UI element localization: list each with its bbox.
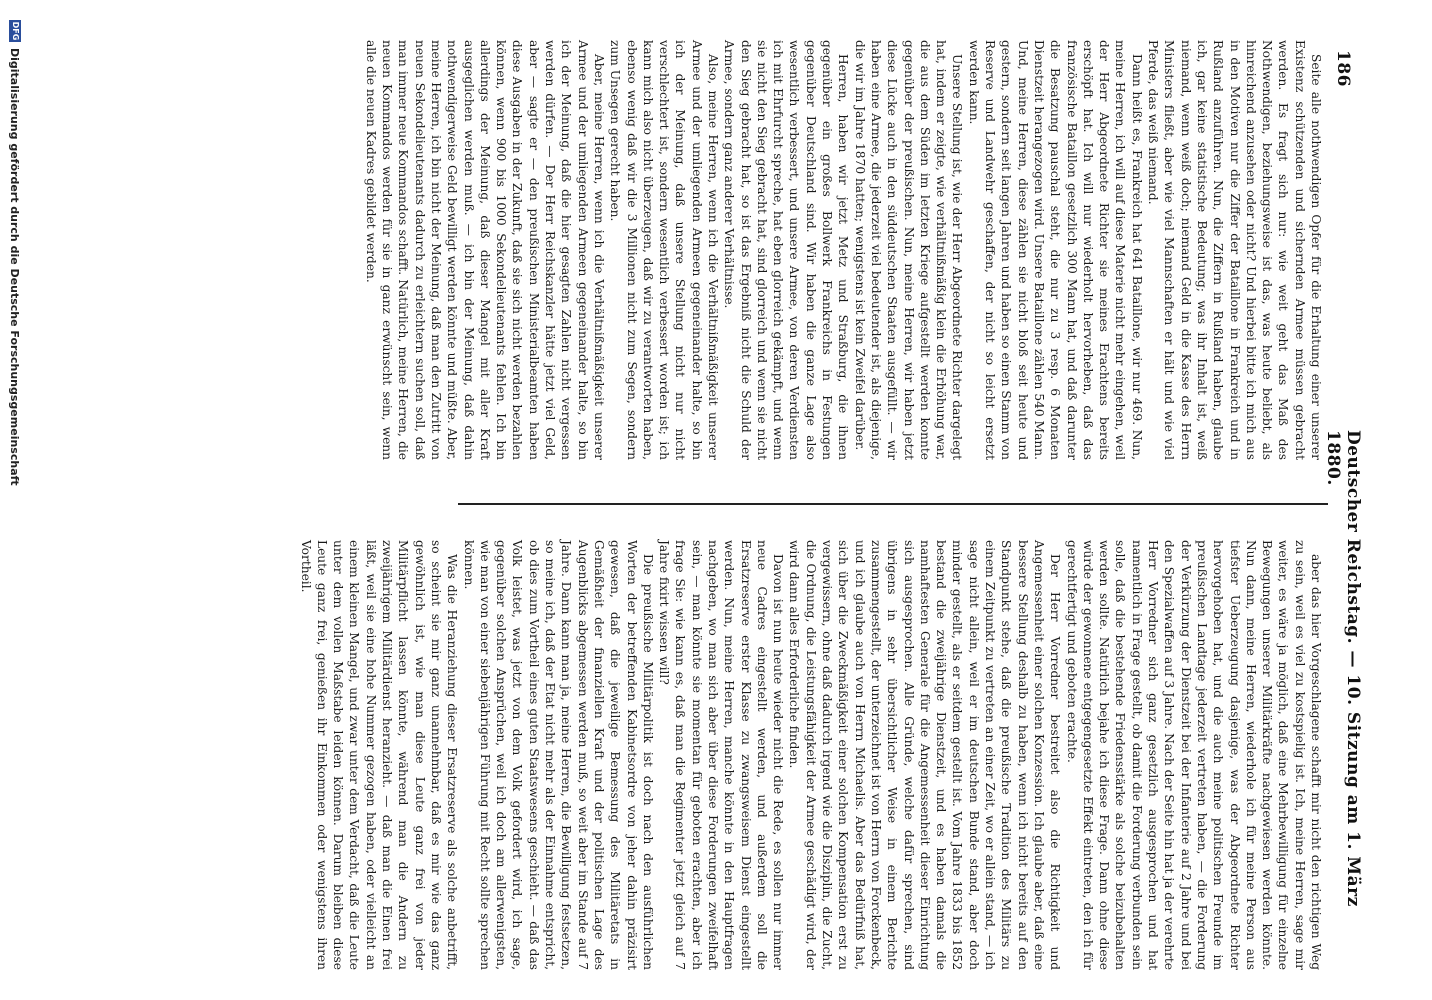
paragraph: Der Herr Vorredner bestreitet also die Richtigkeit und Angemessenheit einer solchen Konzession. Ich glaube aber, daß eine bessere Stellung deshalb zu haben, wenn ich nicht bereits auf den Standpunkt stehe, daß die preußische Tradition des Militärs zu einem Zeitpunkt zu vertreten an einer Zeit, wo er allein stand, — ich sage nicht allein, weil er im deutschen Bunde stand, aber doch minder gestellt, als er seitdem gestellt ist. Vom Jahre 1833 bis 1852 bestand die zweijährige Dienstzeit, und es haben damals die namhaftesten Generale für die Angemessenheit dieser Einrichtung sich ausgesprochen. Alle Gründe, welche dafür sprechen, sind übrigens in sehr übersichtlicher Weise in einem Berichte zusammengestellt, der unterzeichnet ist von Herrn von Forckenbeck, und ich glaube auch von Herrn Michaelis. Aber das Bedürfniß hat, sich über die Zweckmäßigkeit einer solchen Kompensation erst zu vergewissern, ohne daß dadurch irgend wie die Disziplin, die Zucht, die Ordnung, die Leistungsfähigkeit der Armee geschädigt wird, der wird dann alles Erforderliche finden. [787,540,1063,970]
dfg-logo-icon: DFG [11,21,20,41]
text-column-right [298,540,1324,970]
digitization-credit [0,0,30,1000]
paragraph: aber das hier Vorgeschlagene schafft mir nicht den richtigen Weg zu sein, weil es viel zu kostspielig ist. Ich, meine Herren, sage mir weiter, es wäre ja möglich, daß eine Mehrbewilligung für einzelne Bewegungen unserer Militärkräfte nachgewiesen werden könnte. Nun dann, meine Herren, wiederhole ich für meine Person aus tiefster Ueberzeugung dasjenige, was der Abgeordnete Richter hervorgehoben hat, und die auch meine politischen Freunde im preußischen Landtage jederzeit vertreten haben, — die Forderung der Verkürzung der Dienstzeit bei der Infanterie auf 2 Jahre und bei den Spezialwaffen auf 3 Jahre. Nach der Seite hin hat ja der verehrte Herr Vorredner sich ganz gesetzlich ausgesprochen und hat namentlich in Frage gestellt, ob damit die Forderung verbunden sein solle, daß die bestehende Friedensstärke als solche beizubehalten werden sollte. Natürlich bejahe ich diese Frage. Dann ohne diese würde der gewonnene entgegengesetzte Effekt eintreten, den ich für gerechtfertigt und geboten erachte. [1064,540,1323,970]
paragraph: Dann heißt es, Frankreich hat 641 Bataillone, wir nur 469. Nun, meine Herren, ich will auf diese Materie nicht mehr eingehen, weil der Herr Abgeordnete Richter sie meines Erachtens bereits erschöpft hat. Ich will nur wiederholt hervorheben, daß das französische Bataillon gesetzlich 300 Mann hat, und daß darunter die Besatzung pauschal steht, die nur zu 3 resp. 6 Monaten Dienstzeit herangezogen wird. Unsere Bataillone zählen 540 Mann. Und, meine Herren, diese zählen sie nicht bloß seit heute und gestern, sondern seit langen Jahren und haben so einen Stamm von Reserve und Landwehr geschaffen, der nicht so leicht ersetzt werden kann. [966,40,1144,460]
paragraph: Also, meine Herren, wenn ich die Verhältnißmäßigkeit unserer Armee und der umliegenden Armeen gegeneinander halte, so bin ich der Meinung, daß unsere Stellung nicht nur nicht verschlechtert ist, sondern wesentlich verbessert worden ist; ich kann mich also nicht überzeugen, daß wir zu verantworten haben, ebenso wenig daß wir die 3 Millionen nicht zum Segen, sondern zum Unsegen gerecht haben. [608,40,721,460]
page-number: 186 [1333,50,1353,87]
paragraph: Seite alle nothwendigen Opfer für die Erhaltung einer unserer Existenz schützenden und sichernden Armee müssen gebracht werden. Es fragt sich nur: wie weit geht das Maß des Nothwendigen, beziehungsweise ist das, was heute beliebt, als hinreichend anzusehen oder nicht? Und hierbei bitte ich mich aus in den Motiven nur die Ziffer der Bataillone in Frankreich und in Rußland anzuführen. Nun, die Ziffern in Rußland haben, glaube ich, gar keine statistische Bedeutung; was ihr Inhalt ist, weiß niemand, wenn weiß doch; niemand Geld in die Kasse des Herrn Ministers fließt, aber wie viel Mannschaften er hält und wie viel Pferde, das weiß niemand. [1146,40,1323,460]
credit-text: Digitalisierung gefördert durch die Deutsche Forschungsgemeinschaft [8,48,22,486]
text-column-left [363,40,1324,460]
paragraph: Davon ist nun heute wieder nicht die Rede, es sollen nur immer neue Cadres eingestellt werden, und außerdem soll die Ersatzreserve erster Klasse zu zwangsweisem Dienst eingestellt werden. Nun, meine Herren, manche könnte in den Hauptfragen nachgeben, wo man sich aber über diese Forderungen zweifelhaft sein, — man könnte sie momentan für geboten erachten, aber ich frage Sie: wie kann es, daß man die Regimenter jetzt gleich auf 7 Jahre fixirt wissen will? [657,540,786,970]
paragraph: Die preußische Militärpolitik ist doch nach den ausführlichen Worten der betreffenden Kabinetsordre von jeher dahin präzisirt gewesen, daß die jeweilige Bemessung des Militäretats in Gemäßheit der finanziellen Kraft und der politischen Lage des Augenblicks abgemessen werden muß, so weit aber im Stande auf 7 Jahre. Dann kann man ja, meine Herren, die Bewilligung festsetzen, so meine ich, daß der Etat nicht mehr als der Einnahme entspricht, ob dies zum Vortheil eines guten Staatswesens geschieht. — daß das Volk leistet, was jetzt von dem Volk gefordert wird, ich sage, gegenüber solchen Ansprüchen, weil ich doch am allerwenigsten, wie man von einer siebenjährigen Führung mit Recht sollte sprechen können. [461,540,655,970]
paragraph: Unsere Stellung ist, wie der Herr Abgeordnete Richter dargelegt hat, indem er zeigte, wie verhältnißmäßig klein die Erhöhung war, die aus dem Süden im letzten Kriege aufgestellt werden konnte gegenüber der preußischen. Nun, meine Herren, wir haben jetzt diese Lücke auch in den süddeutschen Staaten ausgefüllt. — wir haben eine Armee, die jederzeit viel bedeutender ist, als diejenige, die wir im Jahre 1870 hatten; wenigstens ist kein Zweifel darüber. [852,40,965,460]
paragraph: Was die Heranziehung dieser Ersatzreserve als solche anbetrifft, so scheint sie mir ganz unannehmbar, daß es mir wie das ganz gewöhnlich ist, wie man diese Leute ganz frei von jeder Militärpflicht lassen könnte, während man die Andern zu zweijährigem Militärdienst heranzieht. — daß man die Einen frei läßt, weil sie eine hohe Nummer gezogen haben, oder vielleicht an einem kleinen Mangel, und zwar unter dem Verdacht, daß die Leute unter dem vollen Maßstabe leiden können. Darum bleiben diese Leute ganz frei, genießen ihr Einkommen oder wenigstens ihren Vortheil. [298,540,460,970]
paragraph: Herren, haben wir jetzt Metz und Straßburg, die ihnen gegenüber ein großes Bollwerk Frankreichs in Festungen gegenüber Deutschland sind. Wir haben die ganze Lage also wesentlich verbessert, und unsere Armee, von deren Verdiensten ich mit Ehrfurcht spreche, hat eben glorreich gekämpft, und wenn sie nicht den Sieg gebracht hat, sind glorreich und wenn sie nicht den Sieg gebracht hat, so ist das Ergebniß nicht die Schuld der Armee, sondern ganz anderer Verhältnisse. [722,40,851,460]
page-title: Deutscher Reichstag. — 10. Sitzung am 1. März 1880. [1323,430,1363,907]
column-divider [458,503,1328,505]
paragraph: Aber, meine Herren, wenn ich die Verhältnißmäßigkeit unserer Armee und der umliegenden Armeen gegeneinander halte, so bin ich der Meinung, daß die hier gesagten Zahlen nicht vergessen werden dürfen. — Der Herr Reichskanzler hätte jetzt viel Geld, aber — sagte er — den preußischen Ministerialbeamten haben diese Ausgaben in der Zukunft, daß sie sich nicht werden bezahlen können, wenn 900 bis 1000 Sekondelieutenants fehlen. Ich bin allerdings der Meinung, daß dieser Mangel mit aller Kraft ausgeglichen werden muß. — ich bin der Meinung, daß dahin nothwendigerweise Geld bewilligt werden könnte und müßte. Aber, meine Herren, ich bin nicht der Meinung, daß man den Zutritt von neuen Sekondelieutenants dadurch zu erleichtern suchen soll, daß man immer neue Kommandos schafft. Natürlich, meine Herren, die neuen Kommandos werden für sie in ganz erwünscht sein, wenn alle die neuen Kadres gebildet werden. [363,40,606,460]
page-header [1323,30,1363,960]
